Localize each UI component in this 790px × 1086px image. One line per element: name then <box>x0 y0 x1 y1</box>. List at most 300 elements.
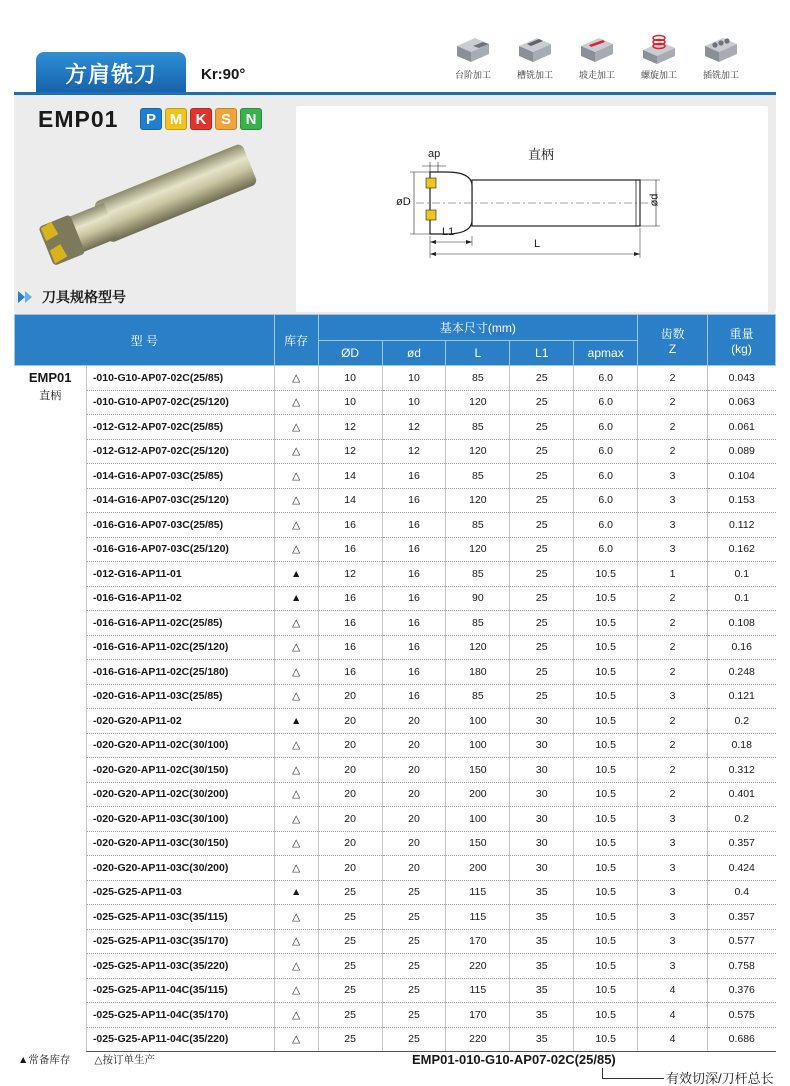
cell-L: 85 <box>446 611 510 636</box>
cell-z: 3 <box>638 905 708 930</box>
cell-D: 25 <box>318 880 382 905</box>
cell-z: 3 <box>638 513 708 538</box>
cell-d: 10 <box>382 390 446 415</box>
cell-w: 0.577 <box>708 929 776 954</box>
cell-L1: 35 <box>510 1003 574 1028</box>
stock-legend <box>18 1052 155 1067</box>
cell-model: -020-G20-AP11-02C(30/150) <box>86 758 274 783</box>
cell-ap: 10.5 <box>574 562 638 587</box>
cell-z: 3 <box>638 488 708 513</box>
cell-stock: △ <box>274 758 318 783</box>
material-badges <box>140 108 262 130</box>
cell-L1: 25 <box>510 635 574 660</box>
cell-stock: △ <box>274 856 318 881</box>
cell-ap: 10.5 <box>574 831 638 856</box>
cell-z: 3 <box>638 537 708 562</box>
cell-ap: 10.5 <box>574 905 638 930</box>
cell-model: -025-G25-AP11-04C(35/115) <box>86 978 274 1003</box>
cell-stock: △ <box>274 807 318 832</box>
cell-L1: 35 <box>510 1027 574 1052</box>
helical-milling-icon <box>639 32 679 66</box>
group-label <box>15 366 87 1052</box>
cell-stock: △ <box>274 513 318 538</box>
cell-stock: △ <box>274 905 318 930</box>
cell-L1: 35 <box>510 929 574 954</box>
cell-d: 12 <box>382 439 446 464</box>
cell-L: 220 <box>446 954 510 979</box>
cell-L1: 25 <box>510 366 574 391</box>
section-title <box>18 287 126 307</box>
cell-stock: ▲ <box>274 880 318 905</box>
table-row <box>15 831 776 856</box>
cell-ap: 6.0 <box>574 439 638 464</box>
cell-w: 0.112 <box>708 513 776 538</box>
legend-made-to-order: △按订单生产 <box>94 1054 155 1066</box>
cell-w: 0.2 <box>708 807 776 832</box>
cell-stock: △ <box>274 684 318 709</box>
cell-stock: △ <box>274 366 318 391</box>
cell-ap: 6.0 <box>574 464 638 489</box>
table-row <box>15 586 776 611</box>
cell-d: 20 <box>382 733 446 758</box>
cell-ap: 10.5 <box>574 1027 638 1052</box>
cell-L1: 25 <box>510 390 574 415</box>
label-d: ød <box>648 193 661 207</box>
cell-w: 0.2 <box>708 709 776 734</box>
cell-model: -020-G20-AP11-02C(30/200) <box>86 782 274 807</box>
cell-model: -016-G16-AP11-02 <box>86 586 274 611</box>
cell-ap: 10.5 <box>574 635 638 660</box>
cell-z: 2 <box>638 660 708 685</box>
cell-ap: 6.0 <box>574 537 638 562</box>
cell-stock: △ <box>274 415 318 440</box>
cell-w: 0.063 <box>708 390 776 415</box>
cell-ap: 10.5 <box>574 586 638 611</box>
cell-w: 0.153 <box>708 488 776 513</box>
cell-d: 16 <box>382 488 446 513</box>
cell-z: 2 <box>638 782 708 807</box>
cell-model: -025-G25-AP11-03C(35/115) <box>86 905 274 930</box>
cell-d: 16 <box>382 513 446 538</box>
product-model: EMP01 <box>38 106 119 132</box>
cell-L1: 30 <box>510 831 574 856</box>
cell-L1: 25 <box>510 415 574 440</box>
table-row <box>15 733 776 758</box>
table-row <box>15 1027 776 1052</box>
cell-D: 12 <box>318 562 382 587</box>
legend-in-stock: ▲常备库存 <box>18 1054 71 1066</box>
header-teeth <box>638 315 708 366</box>
cell-model: -025-G25-AP11-03C(35/220) <box>86 954 274 979</box>
cell-d: 12 <box>382 415 446 440</box>
cell-L: 120 <box>446 635 510 660</box>
cell-w: 0.089 <box>708 439 776 464</box>
operation-label: 螺旋加工 <box>640 70 677 80</box>
label-L1: L1 <box>442 226 455 238</box>
cell-d: 20 <box>382 831 446 856</box>
cell-stock: △ <box>274 978 318 1003</box>
cell-ap: 6.0 <box>574 366 638 391</box>
table-row <box>15 684 776 709</box>
cell-L: 150 <box>446 758 510 783</box>
cell-z: 2 <box>638 733 708 758</box>
cell-d: 20 <box>382 758 446 783</box>
table-row <box>15 660 776 685</box>
cell-stock: △ <box>274 488 318 513</box>
cell-model: -020-G20-AP11-02 <box>86 709 274 734</box>
cell-L1: 25 <box>510 611 574 636</box>
cell-z: 3 <box>638 807 708 832</box>
cell-z: 2 <box>638 635 708 660</box>
table-row <box>15 758 776 783</box>
table-row <box>15 390 776 415</box>
table-row <box>15 905 776 930</box>
operation-label: 插铣加工 <box>702 70 739 80</box>
cell-D: 10 <box>318 390 382 415</box>
table-row <box>15 464 776 489</box>
cell-w: 0.575 <box>708 1003 776 1028</box>
cell-ap: 10.5 <box>574 782 638 807</box>
label-ap: ap <box>428 148 441 160</box>
group-name: EMP01 <box>28 370 72 385</box>
cell-ap: 10.5 <box>574 684 638 709</box>
cell-model: -010-G10-AP07-02C(25/120) <box>86 390 274 415</box>
header-weight-unit: (kg) <box>731 341 752 356</box>
cell-model: -016-G16-AP07-03C(25/120) <box>86 537 274 562</box>
cell-ap: 10.5 <box>574 660 638 685</box>
cell-D: 20 <box>318 733 382 758</box>
slot-milling-icon <box>515 32 555 66</box>
cell-D: 12 <box>318 415 382 440</box>
cell-D: 20 <box>318 684 382 709</box>
cell-model: -025-G25-AP11-04C(35/170) <box>86 1003 274 1028</box>
diagram-title: 直柄 <box>528 147 555 162</box>
cell-ap: 6.0 <box>574 513 638 538</box>
cell-w: 0.248 <box>708 660 776 685</box>
cell-model: -016-G16-AP11-02C(25/120) <box>86 635 274 660</box>
cell-model: -020-G20-AP11-03C(30/200) <box>86 856 274 881</box>
cell-L: 120 <box>446 390 510 415</box>
cell-stock: ▲ <box>274 709 318 734</box>
cell-L1: 30 <box>510 782 574 807</box>
operation-label: 坡走加工 <box>578 70 615 80</box>
cell-L: 115 <box>446 880 510 905</box>
dimension-drawing <box>296 106 768 312</box>
cell-ap: 10.5 <box>574 733 638 758</box>
cell-model: -016-G16-AP07-03C(25/85) <box>86 513 274 538</box>
cell-D: 25 <box>318 929 382 954</box>
cell-z: 2 <box>638 611 708 636</box>
cell-L: 100 <box>446 709 510 734</box>
cell-model: -020-G20-AP11-03C(30/150) <box>86 831 274 856</box>
cell-L1: 25 <box>510 488 574 513</box>
material-badge-k: K <box>190 108 212 130</box>
cell-w: 0.043 <box>708 366 776 391</box>
material-badge-m: M <box>165 108 187 130</box>
cell-z: 3 <box>638 954 708 979</box>
cell-D: 12 <box>318 439 382 464</box>
cell-L1: 25 <box>510 439 574 464</box>
header-dims: 基本尺寸(mm) <box>318 315 638 341</box>
cell-ap: 10.5 <box>574 978 638 1003</box>
operation-label: 台阶加工 <box>454 70 491 80</box>
cell-ap: 10.5 <box>574 929 638 954</box>
cell-L: 85 <box>446 415 510 440</box>
cell-z: 2 <box>638 390 708 415</box>
table-row <box>15 513 776 538</box>
header-D: ØD <box>318 341 382 366</box>
cell-stock: △ <box>274 831 318 856</box>
cell-model: -025-G25-AP11-03C(35/170) <box>86 929 274 954</box>
cell-model: -020-G16-AP11-03C(25/85) <box>86 684 274 709</box>
cell-L: 100 <box>446 807 510 832</box>
cell-d: 16 <box>382 562 446 587</box>
header-stock: 库存 <box>274 315 318 366</box>
cell-stock: △ <box>274 929 318 954</box>
cell-L: 85 <box>446 562 510 587</box>
table-row <box>15 366 776 391</box>
cell-L: 220 <box>446 1027 510 1052</box>
cell-d: 16 <box>382 635 446 660</box>
cell-L: 170 <box>446 929 510 954</box>
shoulder-milling-icon <box>453 32 493 66</box>
example-leader-line-horizontal <box>602 1078 664 1079</box>
cell-D: 20 <box>318 758 382 783</box>
cell-D: 20 <box>318 782 382 807</box>
cell-z: 2 <box>638 586 708 611</box>
cell-w: 0.1 <box>708 586 776 611</box>
example-code: EMP01-010-G10-AP07-02C(25/85) <box>412 1052 616 1067</box>
cell-ap: 10.5 <box>574 611 638 636</box>
cell-d: 25 <box>382 1027 446 1052</box>
operation-slot <box>510 32 560 81</box>
table-row <box>15 978 776 1003</box>
cell-d: 25 <box>382 929 446 954</box>
cell-stock: △ <box>274 464 318 489</box>
label-D: øD <box>396 196 411 208</box>
cell-ap: 10.5 <box>574 758 638 783</box>
cell-z: 2 <box>638 758 708 783</box>
cell-w: 0.312 <box>708 758 776 783</box>
cell-D: 25 <box>318 905 382 930</box>
material-badge-p: P <box>140 108 162 130</box>
cell-d: 10 <box>382 366 446 391</box>
cell-stock: △ <box>274 1003 318 1028</box>
cell-D: 14 <box>318 464 382 489</box>
cell-d: 20 <box>382 782 446 807</box>
spec-table-body <box>15 366 776 1052</box>
cell-model: -020-G20-AP11-03C(30/100) <box>86 807 274 832</box>
table-row <box>15 807 776 832</box>
cell-D: 25 <box>318 1003 382 1028</box>
cell-model: -014-G16-AP07-03C(25/120) <box>86 488 274 513</box>
operations-bar <box>448 32 746 81</box>
cell-z: 2 <box>638 439 708 464</box>
cell-w: 0.686 <box>708 1027 776 1052</box>
cell-z: 3 <box>638 684 708 709</box>
cell-ap: 6.0 <box>574 390 638 415</box>
cell-d: 25 <box>382 880 446 905</box>
operation-plunge <box>696 32 746 81</box>
cell-ap: 10.5 <box>574 954 638 979</box>
cell-D: 25 <box>318 954 382 979</box>
cell-model: -012-G12-AP07-02C(25/85) <box>86 415 274 440</box>
cell-L: 85 <box>446 366 510 391</box>
cell-w: 0.108 <box>708 611 776 636</box>
cell-L: 90 <box>446 586 510 611</box>
cell-model: -012-G16-AP11-01 <box>86 562 274 587</box>
cell-d: 16 <box>382 586 446 611</box>
cell-z: 4 <box>638 1027 708 1052</box>
cell-z: 3 <box>638 464 708 489</box>
example-note: 有效切深/刀杆总长 <box>666 1071 774 1086</box>
cell-ap: 10.5 <box>574 1003 638 1028</box>
page-title: 方肩铣刀 <box>36 52 186 94</box>
cell-ap: 6.0 <box>574 415 638 440</box>
end-mill-image <box>30 140 270 280</box>
cell-w: 0.758 <box>708 954 776 979</box>
cell-w: 0.104 <box>708 464 776 489</box>
operation-helical <box>634 32 684 81</box>
table-row <box>15 954 776 979</box>
cell-D: 16 <box>318 660 382 685</box>
operation-ramping <box>572 32 622 81</box>
example-leader-line <box>602 1068 603 1078</box>
cell-L1: 25 <box>510 684 574 709</box>
cell-D: 14 <box>318 488 382 513</box>
cell-ap: 10.5 <box>574 709 638 734</box>
cell-L: 85 <box>446 513 510 538</box>
cell-L: 120 <box>446 439 510 464</box>
ramping-icon <box>577 32 617 66</box>
cell-w: 0.376 <box>708 978 776 1003</box>
double-arrow-icon <box>18 291 36 303</box>
cell-z: 2 <box>638 366 708 391</box>
table-row <box>15 880 776 905</box>
table-row <box>15 929 776 954</box>
header-d: ød <box>382 341 446 366</box>
cell-D: 20 <box>318 856 382 881</box>
cell-z: 2 <box>638 415 708 440</box>
cell-L1: 30 <box>510 856 574 881</box>
cell-stock: △ <box>274 954 318 979</box>
cell-L1: 35 <box>510 880 574 905</box>
cell-L1: 30 <box>510 709 574 734</box>
table-row <box>15 562 776 587</box>
cell-ap: 10.5 <box>574 856 638 881</box>
kr-angle-label: Kr:90° <box>201 66 246 83</box>
cell-L1: 25 <box>510 537 574 562</box>
cell-d: 25 <box>382 978 446 1003</box>
cell-d: 16 <box>382 660 446 685</box>
cell-stock: △ <box>274 611 318 636</box>
cell-model: -020-G20-AP11-02C(30/100) <box>86 733 274 758</box>
cell-w: 0.357 <box>708 905 776 930</box>
cell-L1: 25 <box>510 586 574 611</box>
cell-z: 1 <box>638 562 708 587</box>
table-row <box>15 611 776 636</box>
table-row <box>15 856 776 881</box>
cell-d: 20 <box>382 856 446 881</box>
table-row <box>15 782 776 807</box>
cell-L1: 30 <box>510 807 574 832</box>
cell-d: 16 <box>382 464 446 489</box>
cell-z: 3 <box>638 880 708 905</box>
cell-L: 170 <box>446 1003 510 1028</box>
operation-label: 槽铣加工 <box>516 70 553 80</box>
cell-D: 25 <box>318 978 382 1003</box>
cell-D: 16 <box>318 537 382 562</box>
table-row <box>15 488 776 513</box>
cell-z: 3 <box>638 929 708 954</box>
cell-w: 0.1 <box>708 562 776 587</box>
cell-w: 0.424 <box>708 856 776 881</box>
group-sub: 直柄 <box>39 390 62 402</box>
cell-d: 25 <box>382 1003 446 1028</box>
cell-D: 20 <box>318 807 382 832</box>
cell-stock: △ <box>274 635 318 660</box>
panel-divider <box>14 92 776 95</box>
header-weight <box>708 315 776 366</box>
table-row <box>15 439 776 464</box>
cell-d: 16 <box>382 537 446 562</box>
header-model: 型 号 <box>15 315 275 366</box>
cell-L1: 35 <box>510 905 574 930</box>
cell-stock: ▲ <box>274 586 318 611</box>
cell-model: -012-G12-AP07-02C(25/120) <box>86 439 274 464</box>
cell-L: 150 <box>446 831 510 856</box>
cell-L: 120 <box>446 488 510 513</box>
cell-ap: 6.0 <box>574 488 638 513</box>
cell-L1: 35 <box>510 978 574 1003</box>
cell-model: -010-G10-AP07-02C(25/85) <box>86 366 274 391</box>
cell-d: 20 <box>382 807 446 832</box>
cell-z: 2 <box>638 709 708 734</box>
cell-L: 85 <box>446 464 510 489</box>
cell-w: 0.4 <box>708 880 776 905</box>
cell-D: 16 <box>318 635 382 660</box>
operation-shoulder <box>448 32 498 81</box>
cell-w: 0.357 <box>708 831 776 856</box>
cell-L: 115 <box>446 978 510 1003</box>
cell-z: 3 <box>638 831 708 856</box>
cell-L: 115 <box>446 905 510 930</box>
cell-L: 100 <box>446 733 510 758</box>
cell-z: 4 <box>638 1003 708 1028</box>
cell-L: 200 <box>446 856 510 881</box>
table-row <box>15 1003 776 1028</box>
cell-D: 25 <box>318 1027 382 1052</box>
cell-D: 16 <box>318 586 382 611</box>
plunge-milling-icon <box>701 32 741 66</box>
header-L1: L1 <box>510 341 574 366</box>
cell-stock: ▲ <box>274 562 318 587</box>
cell-w: 0.16 <box>708 635 776 660</box>
material-badge-s: S <box>215 108 237 130</box>
cell-L1: 25 <box>510 562 574 587</box>
cell-L1: 30 <box>510 758 574 783</box>
table-row <box>15 415 776 440</box>
cell-stock: △ <box>274 439 318 464</box>
header-L: L <box>446 341 510 366</box>
cell-L: 200 <box>446 782 510 807</box>
table-row <box>15 709 776 734</box>
cell-L1: 25 <box>510 660 574 685</box>
header-teeth-symbol: Z <box>668 341 677 356</box>
cell-stock: △ <box>274 1027 318 1052</box>
cell-model: -014-G16-AP07-03C(25/85) <box>86 464 274 489</box>
cell-stock: △ <box>274 390 318 415</box>
